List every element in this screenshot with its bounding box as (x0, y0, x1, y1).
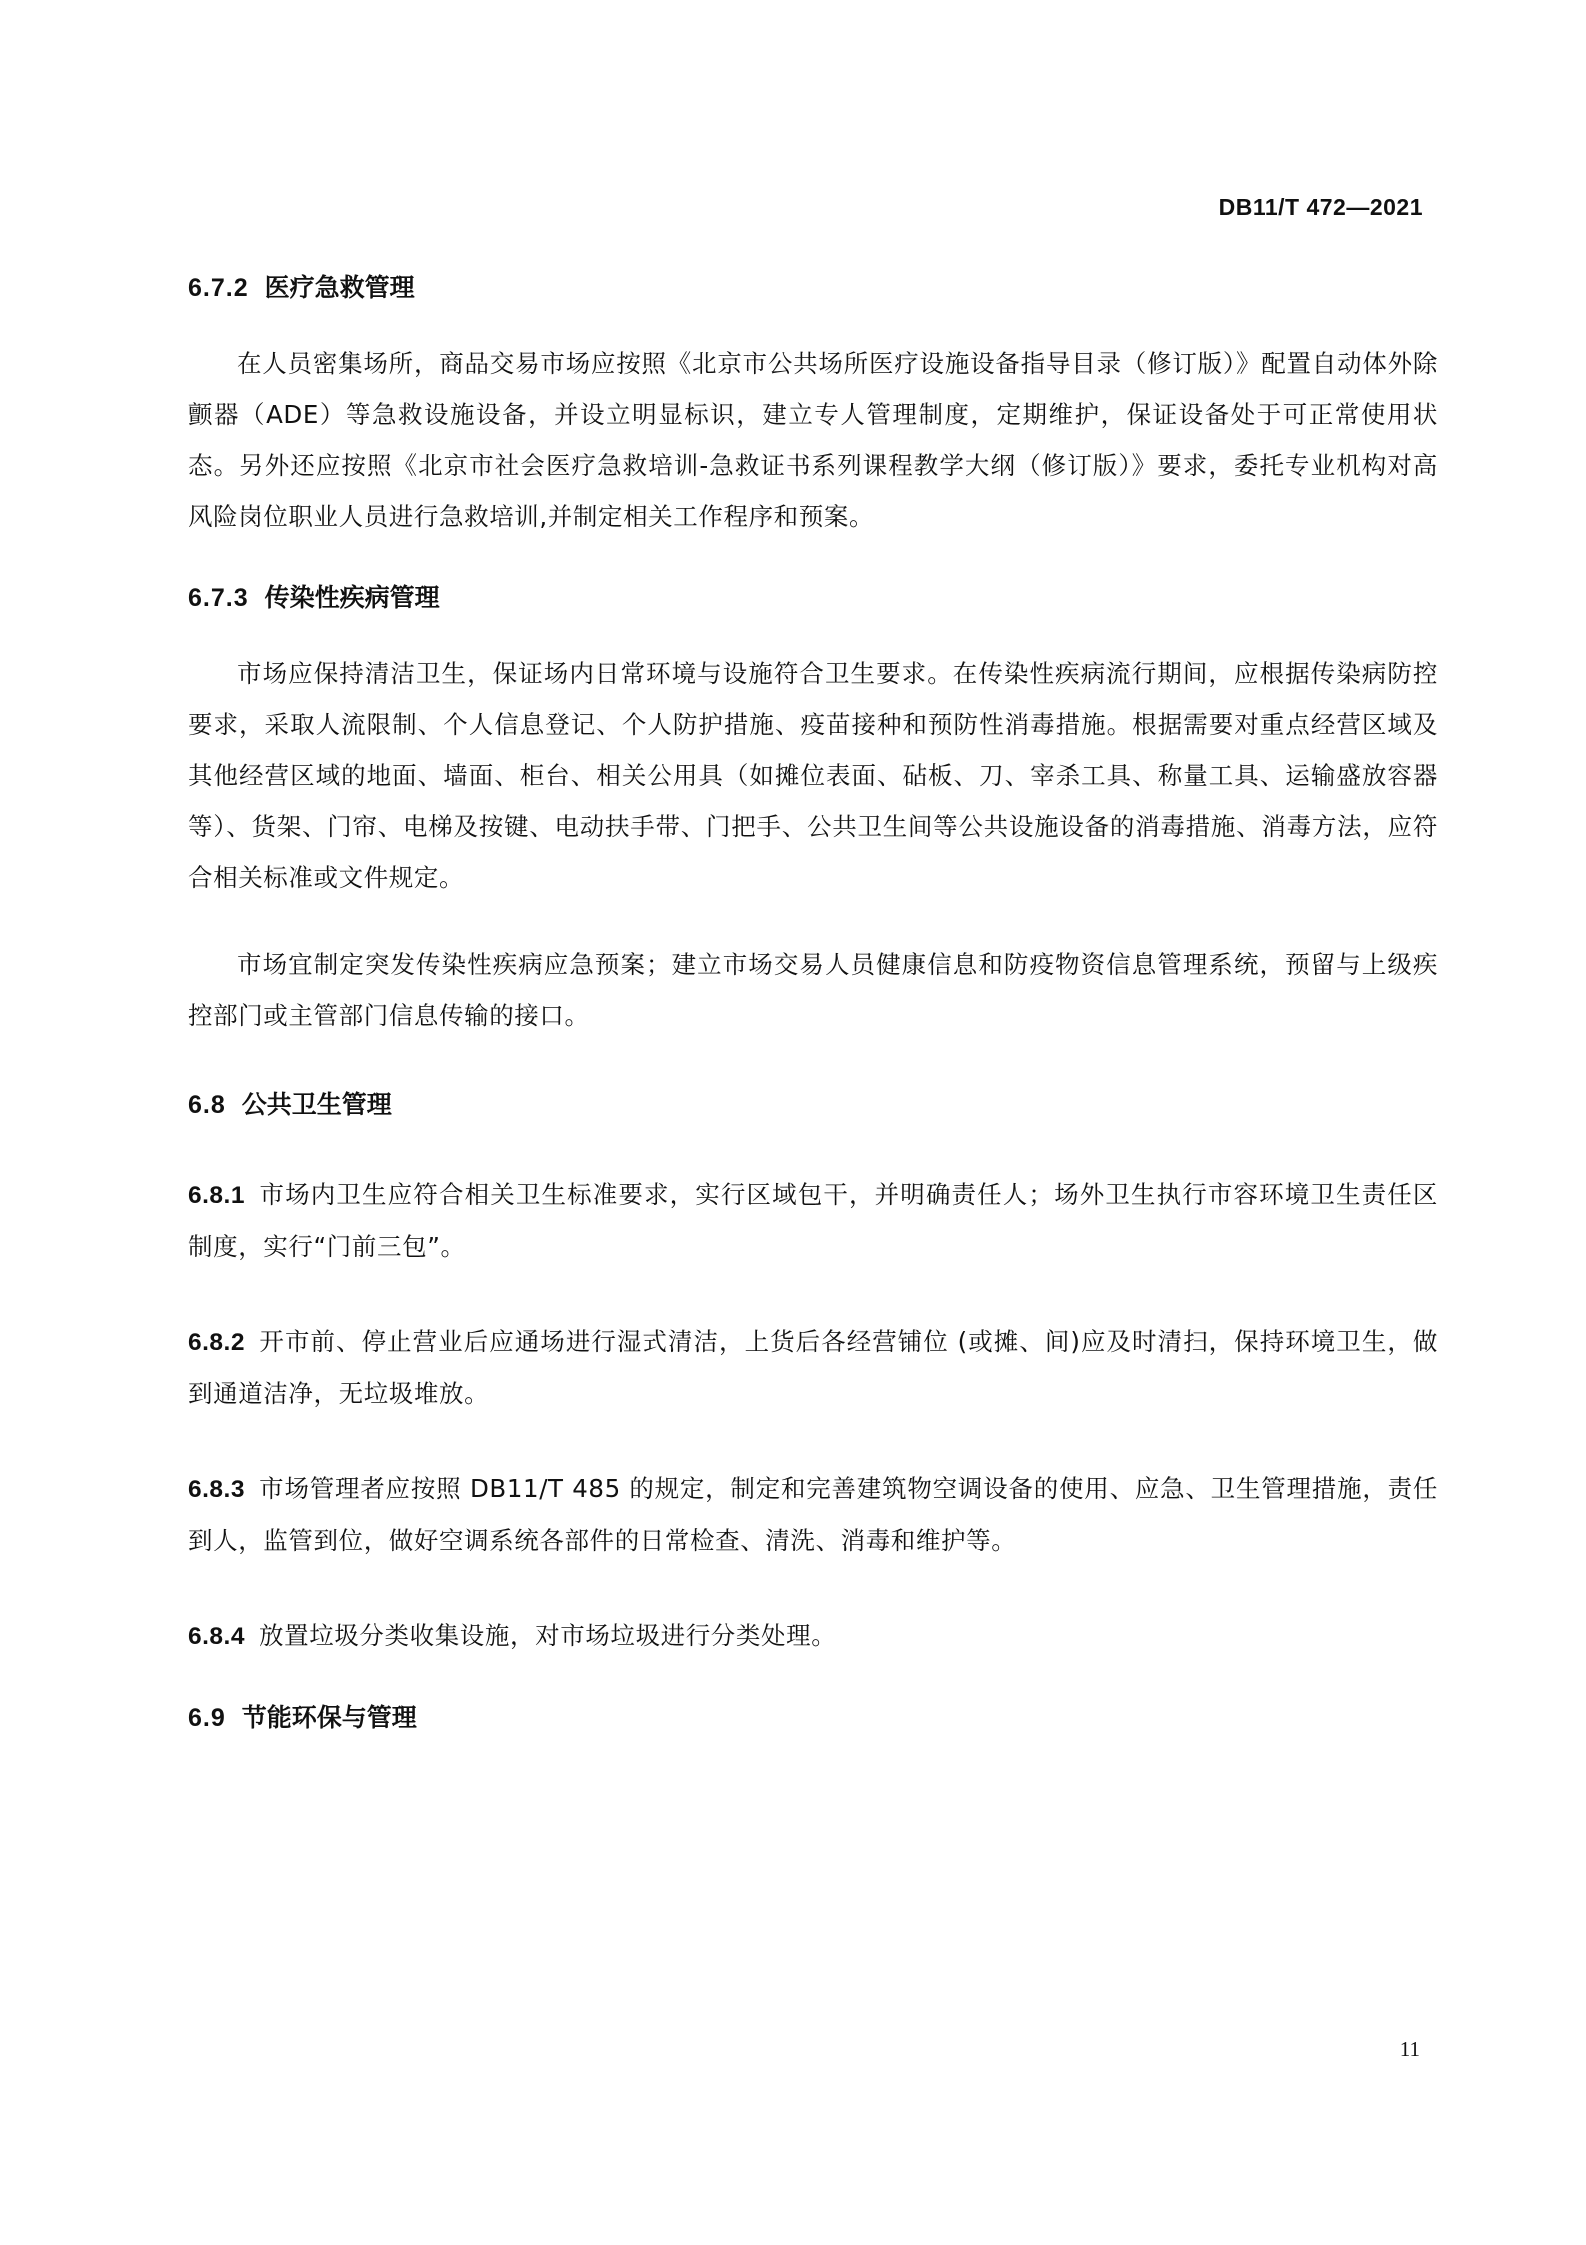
section-number: 6.8 (188, 1091, 226, 1119)
clause-text: 开市前、停止营业后应通场进行湿式清洁，上货后各经营铺位 (或摊、间)应及时清扫，保持环境卫生，做到通道洁净，无垃圾堆放。 (188, 1327, 1438, 1408)
paragraph-infectious-disease-1: 市场应保持清洁卫生，保证场内日常环境与设施符合卫生要求。在传染性疾病流行期间，应根据传染病防控要求，采取人流限制、个人信息登记、个人防护措施、疫苗接种和预防性消毒措施。根据需要对重点经营区域及其他经营区域的地面、墙面、柜台、相关公用具（如摊位表面、砧板、刀、宰杀工具、称量工具、运输盛放容器等）、货架、门帘、电梯及按键、电动扶手带、门把手、公共卫生间等公共设施设备的消毒措施、消毒方法，应符合相关标准或文件规定。 (188, 659, 1438, 892)
document-code: DB11/T 472—2021 (1218, 194, 1423, 220)
section-title: 医疗急救管理 (264, 273, 415, 302)
clause-number: 6.8.2 (188, 1329, 245, 1356)
section-heading-6-9 (188, 1698, 1438, 1738)
clause-text: 市场内卫生应符合相关卫生标准要求，实行区域包干，并明确责任人；场外卫生执行市容环境卫生责任区制度，实行“门前三包”。 (188, 1180, 1438, 1261)
section-number: 6.7.2 (188, 274, 249, 302)
clause-6-8-3 (188, 1463, 1438, 1566)
clause-text: 放置垃圾分类收集设施，对市场垃圾进行分类处理。 (259, 1621, 837, 1650)
section-heading-6-7-3 (188, 578, 1438, 618)
section-number: 6.7.3 (188, 584, 249, 612)
section-heading-6-8 (188, 1085, 1438, 1125)
paragraph-infectious-disease-2: 市场宜制定突发传染性疾病应急预案；建立市场交易人员健康信息和防疫物资信息管理系统，预留与上级疾控部门或主管部门信息传输的接口。 (188, 950, 1438, 1030)
document-body (188, 268, 1438, 1738)
paragraph-medical-emergency: 在人员密集场所，商品交易市场应按照《北京市公共场所医疗设施设备指导目录（修订版）》配置自动体外除颤器（ADE）等急救设施设备，并设立明显标识，建立专人管理制度，定期维护，保证设备处于可正常使用状态。另外还应按照《北京市社会医疗急救培训-急救证书系列课程教学大纲（修订版）》要求，委托专业机构对高风险岗位职业人员进行急救培训,并制定相关工作程序和预案。 (188, 349, 1438, 531)
clause-text: 市场管理者应按照 DB11/T 485 的规定，制定和完善建筑物空调设备的使用、应急、卫生管理措施，责任到人，监管到位，做好空调系统各部件的日常检查、清洗、消毒和维护等。 (188, 1474, 1438, 1555)
clause-number: 6.8.4 (188, 1623, 245, 1650)
clause-6-8-2 (188, 1316, 1438, 1419)
section-title: 传染性疾病管理 (264, 583, 440, 612)
clause-6-8-1 (188, 1169, 1438, 1272)
clause-6-8-4 (188, 1610, 1438, 1662)
section-title: 节能环保与管理 (241, 1703, 417, 1732)
section-heading-6-7-2 (188, 268, 1438, 308)
clause-number: 6.8.3 (188, 1476, 245, 1503)
clause-number: 6.8.1 (188, 1182, 245, 1209)
section-number: 6.9 (188, 1704, 226, 1732)
page-number: 11 (1399, 2037, 1420, 2061)
section-title: 公共卫生管理 (241, 1090, 392, 1119)
